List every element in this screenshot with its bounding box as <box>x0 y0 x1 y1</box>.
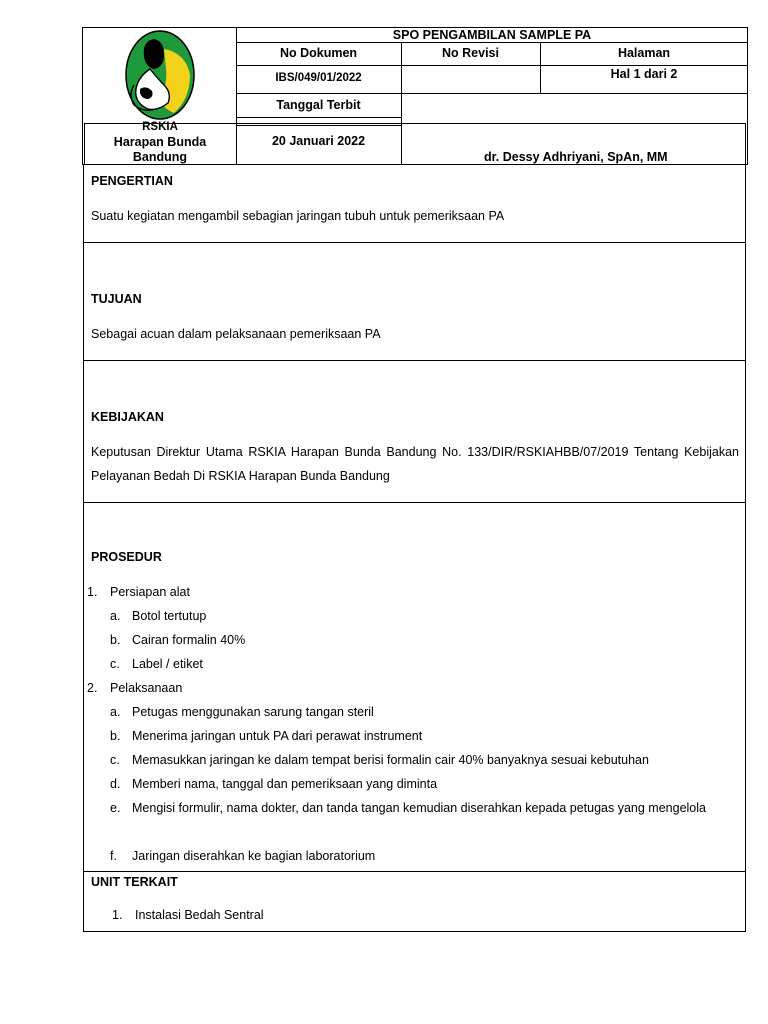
step1-item: Cairan formalin 40% <box>132 633 246 647</box>
step1-item: Label / etiket <box>132 657 203 671</box>
step1-number: 1. <box>87 585 98 599</box>
step2-item: Menerima jaringan untuk PA dari perawat instrument <box>132 729 423 743</box>
step2-item: Memberi nama, tanggal dan pemeriksaan yang diminta <box>132 777 438 791</box>
step2-number: 2. <box>87 681 98 695</box>
step2-item: Petugas menggunakan sarung tangan steril <box>132 705 374 719</box>
step2-item-letter: d. <box>110 777 121 791</box>
step2-item-letter: b. <box>110 729 121 743</box>
step2-item: Memasukkan jaringan ke dalam tempat berisi formalin cair 40% banyaknya sesuai kebutuhan <box>132 753 649 767</box>
unit-number: 1. <box>112 908 123 922</box>
step1-item-letter: b. <box>110 633 121 647</box>
tujuan-text: Sebagai acuan dalam pelaksanaan pemeriksaan PA <box>91 327 381 341</box>
document-title: SPO PENGAMBILAN SAMPLE PA <box>392 28 592 42</box>
pengertian-title: PENGERTIAN <box>91 174 173 188</box>
step1-item-letter: c. <box>110 657 120 671</box>
value-tanggal-terbit: 20 Januari 2022 <box>271 134 366 148</box>
label-no-dokumen: No Dokumen <box>279 46 358 60</box>
hospital-logo-icon <box>124 29 196 121</box>
step1-label: Persiapan alat <box>110 585 190 599</box>
value-halaman: Hal 1 dari 2 <box>610 67 678 81</box>
kebijakan-text: Keputusan Direktur Utama RSKIA Harapan Bunda Bandung No. 133/DIR/RSKIAHBB/07/2019 Tentang Kebijakan Pelayanan Bedah Di RSKIA Harapan Bunda Bandung <box>91 445 739 483</box>
kebijakan-title: KEBIJAKAN <box>91 410 164 424</box>
org-name-line3: Bandung <box>132 150 188 164</box>
value-no-dokumen: IBS/049/01/2022 <box>275 72 362 84</box>
unit-item: Instalasi Bedah Sentral <box>135 908 264 922</box>
step2-item-letter: a. <box>110 705 121 719</box>
unit-terkait-title: UNIT TERKAIT <box>91 875 178 889</box>
step1-item: Botol tertutup <box>132 609 207 623</box>
step2-item-letter: f. <box>110 849 117 863</box>
label-tanggal-terbit: Tanggal Terbit <box>276 98 361 112</box>
step1-item-letter: a. <box>110 609 121 623</box>
step2-item: Mengisi formulir, nama dokter, dan tanda tangan kemudian diserahkan kepada petugas yang mengelola <box>132 801 706 815</box>
pengertian-text: Suatu kegiatan mengambil sebagian jaringan tubuh untuk pemeriksaan PA <box>91 209 505 223</box>
tujuan-title: TUJUAN <box>91 292 142 306</box>
label-halaman: Halaman <box>617 46 671 60</box>
step2-item-letter: c. <box>110 753 120 767</box>
org-name-line2: Harapan Bunda <box>113 135 207 149</box>
org-name-line1: RSKIA <box>142 121 178 133</box>
step2-label: Pelaksanaan <box>110 681 183 695</box>
signatory-name: dr. Dessy Adhriyani, SpAn, MM <box>484 150 668 164</box>
step2-item: Jaringan diserahkan ke bagian laboratorium <box>132 849 376 863</box>
step2-item-letter: e. <box>110 801 121 815</box>
label-no-revisi: No Revisi <box>442 46 499 60</box>
prosedur-title: PROSEDUR <box>91 550 162 564</box>
